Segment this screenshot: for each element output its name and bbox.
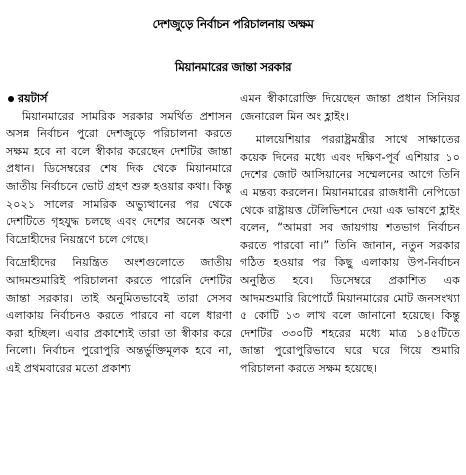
paragraph xyxy=(240,131,460,377)
headline-line-1: দেশজুড়ে নির্বাচন পরিচালনায় অক্ষম xyxy=(152,17,314,31)
paragraph xyxy=(6,108,232,249)
bullet-icon xyxy=(8,96,14,102)
paragraph-text: মালয়েশিয়ার পররাষ্ট্রমন্ত্রীর সাথে সাক্ষাতের কয়েক দিনের মধ্যে এবং দক্ষিণ-পূর্ব এশিয়ার ১০ দেশের জোট আসিয়ানের সম্মেলনের আগে তিনি এ মন্তব্য করলেন। মিয়ানমারের রাজধানী নেপিডো থেকে রাষ্ট্রায়ত্ত টেলিভিশনে দেয়া এক ভাষণে হ্লাইং বলেন, “আমরা সব জায়গায় শতভাগ নির্বাচন করতে পারবো না।” তিনি জানান, নতুন সরকার গঠিত হওয়ার পর কিছু এলাকায় উপ-নির্বাচন অনুষ্ঠিত হবে। ডিসেম্বরে প্রকাশিত এক আদমশুমারি রিপোর্টে মিয়ানমারের মোট জনসংখ্যা ৫ কোটি ১৩ লাখ বলে জানানো হয়েছে। কিন্তু দেশটির ৩৩০টি শহরের মধ্যে মাত্র ১৪৫টিতে জান্তা পুরোপুরিভাবে ঘরে ঘরে গিয়ে শুমারি পরিচালনা করতে সক্ষম হয়েছে। xyxy=(240,133,460,375)
paragraph xyxy=(6,254,232,377)
paragraph-text: এমন স্বীকারোক্তি দিয়েছেন জান্তা প্রধান সিনিয়র জেনারেল মিন অং হ্লাইং। xyxy=(240,92,460,123)
byline xyxy=(6,90,232,108)
paragraph-text: মিয়ানমারের সামরিক সরকার সমর্থিত প্রশাসন অসন্ন নির্বাচন পুরো দেশজুড়ে পরিচালনা করতে সক্ষম হবে না বলে স্বীকার করেছেন দেশটির জান্তা প্রধান। ডিসেম্বরের শেষ দিক থেকে মিয়ানমারে জাতীয় নির্বাচনে ভোট গ্রহণ শুরু হওয়ার কথা। কিন্তু ২০২১ সালের সামরিক অভ্যুত্থানের পর থেকে দেশটিতে গৃহযুদ্ধ চলছে এবং দেশের অনেক অংশ বিদ্রোহীদের নিয়ন্ত্রণে চলে গেছে। xyxy=(6,109,232,246)
paragraph xyxy=(240,90,460,125)
headline-line-2: মিয়ানমারের জান্তা সরকার xyxy=(174,60,292,74)
article-column-right xyxy=(240,90,460,475)
article-column-left xyxy=(6,90,232,475)
byline-source: রয়টার্স xyxy=(18,92,48,105)
paragraph-text: বিদ্রোহীদের নিয়ন্ত্রিত অংশগুলোতে জাতীয় আদমশুমারিই পরিচালনা করতে পারেনি দেশটির জান্তা সরকার। তাই অনুমিতভাবেই তারা সেসব এলাকায় নির্বাচনও করতে পারবে না বলে ধারণা করা হচ্ছিল। এবার প্রকাশ্যেই তারা তা স্বীকার করে নিলো। নির্বাচন পুরোপুরি অন্তর্ভুক্তিমূলক হবে না, এই প্রথমবারের মতো প্রকাশ্য xyxy=(6,256,232,375)
